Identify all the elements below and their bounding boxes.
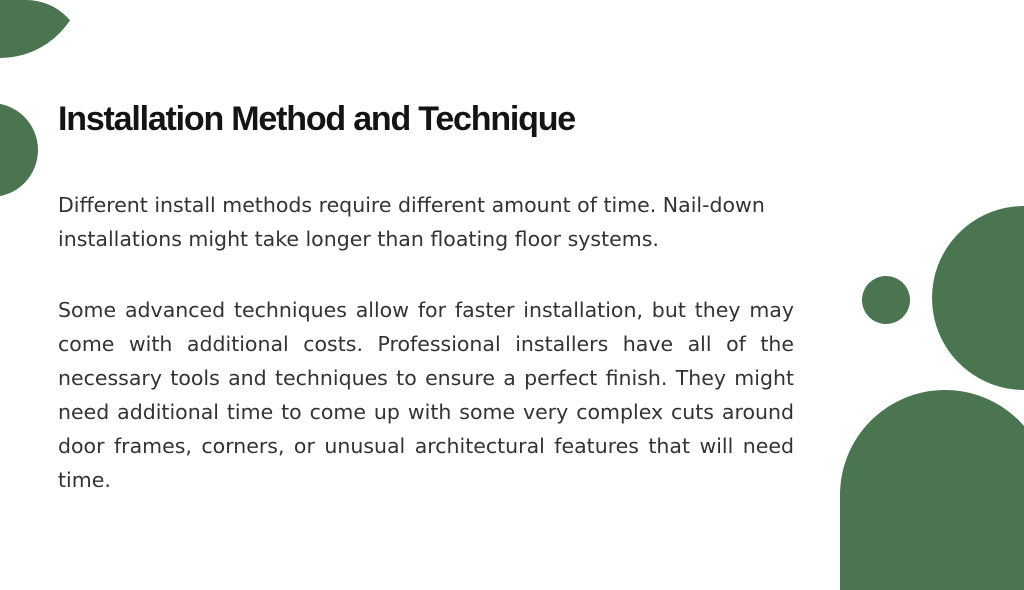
paragraph-install-methods: Different install methods require different amount of time. Nail-down installations might take longer than floating floor systems. (58, 193, 765, 251)
decorative-arch-bottom-right (840, 390, 1024, 590)
decorative-half-circle-left (0, 103, 38, 197)
decorative-half-circle-right (932, 206, 1024, 390)
paragraph-advanced-techniques: Some advanced techniques allow for faster installation, but they may come with additional costs. Professional installers have all of the necessary tools and techniques to ensure a perfect finish. They might need additional time to come up with some very complex cuts around door frames, corners, or unusual architectural features that will need time. (58, 298, 794, 492)
decorative-small-circle (862, 276, 910, 324)
slide-title: Installation Method and Technique (58, 100, 576, 138)
decorative-quarter-circle-top-left (0, 0, 84, 58)
